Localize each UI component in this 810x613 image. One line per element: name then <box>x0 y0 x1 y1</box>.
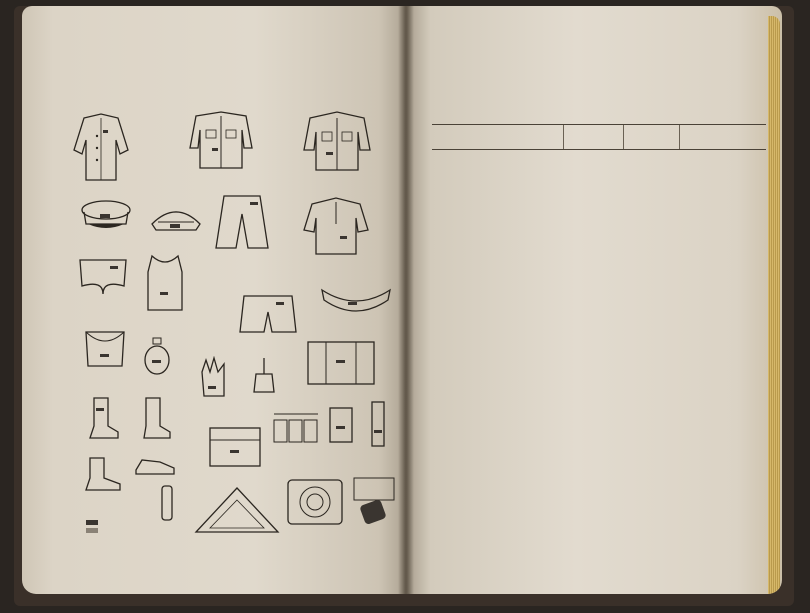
cartridge-pouch-drawing <box>272 410 320 446</box>
legend <box>86 520 101 536</box>
field-cap-drawing <box>148 200 204 234</box>
glove-drawing <box>196 356 230 398</box>
canteen-drawing <box>142 336 172 376</box>
tunic-drawing <box>186 108 256 174</box>
backpack-drawing <box>302 336 380 388</box>
bread-bag-drawing <box>82 326 128 370</box>
peaked-cap-drawing <box>78 198 134 232</box>
sack-drawing <box>206 422 264 468</box>
legend-stempel <box>86 520 101 525</box>
boot-drawing <box>84 396 120 440</box>
id-tag-drawing <box>352 476 396 526</box>
equipment-drawings <box>62 104 402 544</box>
swim-trunks-drawing <box>76 256 130 296</box>
sock-drawing <box>136 396 172 440</box>
header-schulterstueck <box>680 125 766 149</box>
sport-shorts-drawing <box>238 292 298 338</box>
tent-panel-drawing <box>194 486 280 536</box>
sport-shoe-drawing <box>132 456 178 476</box>
book-gutter <box>398 6 414 594</box>
collar-drawing <box>318 282 394 316</box>
legend-swatch-namen <box>86 528 98 533</box>
field-blouse-drawing <box>300 108 374 176</box>
lace-shoe-drawing <box>82 456 124 492</box>
shirt-drawing <box>302 194 370 260</box>
belt-buckle-drawing <box>284 476 346 528</box>
sport-shirt-drawing <box>142 252 188 314</box>
header-rodenfarbe <box>624 125 680 149</box>
legend-swatch-stempel <box>86 520 98 525</box>
header-waffenfarbe <box>564 125 624 149</box>
right-page <box>408 6 782 594</box>
legend-namen <box>86 528 101 533</box>
gilt-page-edge <box>768 16 780 594</box>
header-waffengattung <box>432 125 564 149</box>
strap-drawing <box>366 400 390 448</box>
tassel-drawing <box>252 356 276 398</box>
trousers-drawing <box>212 192 272 252</box>
coat-drawing <box>70 110 132 182</box>
bayonet-pouch-drawing <box>158 484 176 524</box>
table-header <box>432 124 766 150</box>
left-page <box>22 6 410 594</box>
map-case-drawing <box>326 404 356 446</box>
